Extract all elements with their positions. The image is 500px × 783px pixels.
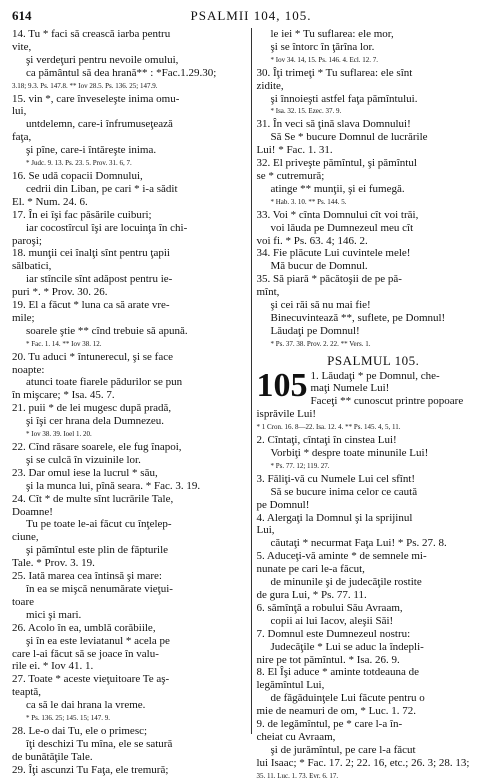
verse-line: 19. El a făcut * luna ca să arate vre- <box>12 299 170 312</box>
verse-line: teaptă, <box>12 686 42 699</box>
verse-line: şi pămîntul este plin de făpturile <box>26 544 169 557</box>
verse-line: 26. Acolo în ea, umblă corăbiile, <box>12 621 156 634</box>
cross-reference-line: * 1 Cron. 16. 8—22. Isa. 12. 4. ** Ps. 145. 4, 5, 11. <box>256 423 401 432</box>
verse-line: de minunile şi de judecăţile rostite <box>270 576 422 589</box>
verse-line: 28. Le-o dai Tu, ele o primesc; <box>12 724 148 737</box>
verse-line: sălbatici, <box>12 260 52 273</box>
verse-line: soarele ştie ** cînd trebuie să apună. <box>26 324 188 337</box>
verse-line: 33. Voi * cînta Domnului cît voi trăi, <box>256 208 419 221</box>
verse-line: copii ai lui Iacov, aleşii Săi! <box>270 614 394 627</box>
verse-line: le iei * Tu suflarea: ele mor, <box>270 28 394 40</box>
cross-reference-line: * Iov 38. 39. Ioel 1. 20. <box>26 430 92 439</box>
verse-line: lui, <box>12 105 27 118</box>
verse-line: voi fi. * Ps. 63. 4; 146. 2. <box>256 234 368 247</box>
verse-line: 34. Fie plăcute Lui cuvintele mele! <box>256 247 411 260</box>
verse-line: de gura Lui, * Ps. 77. 11. <box>256 588 367 601</box>
verse-line: şi pîne, care-i întăreşte inima. <box>26 144 157 157</box>
verse-line: cheiat cu Avraam, <box>256 730 336 743</box>
verse-line: 25. Iată marea cea întinsă şi mare: <box>12 570 162 583</box>
verse-line: 23. Dar omul iese la lucrul * său, <box>12 466 158 479</box>
verse-line: 4. Alergaţi la Domnul şi la sprijinul <box>256 511 413 524</box>
running-title: PSALMII 104, 105. <box>190 8 312 23</box>
page-header <box>12 6 490 26</box>
cross-reference-line: * Iov 34. 14, 15. Ps. 146. 4. Ecl. 12. 7. <box>270 55 379 64</box>
verse-line: Binecuvintează **, suflete, pe Domnul! <box>270 311 446 324</box>
verse-line: cedrii din Liban, pe cari * i-a sădit <box>26 182 178 195</box>
verse-line: Judecăţile * Lui se aduc la îndepli- <box>270 640 424 653</box>
verse-line: noapte: <box>12 363 45 376</box>
verse-line: Tale. * Prov. 3. 19. <box>12 557 95 570</box>
verse-line: 17. În ei îşi fac păsările cuiburi; <box>12 208 152 221</box>
verse-line: faţa, <box>12 131 32 144</box>
verse-line: Lui, <box>256 524 275 537</box>
verse-line: nunate pe cari le-a făcut, <box>256 563 365 576</box>
verse-line: vite, <box>12 40 32 53</box>
verse-line: voi lăuda pe Dumnezeul meu cît <box>270 221 414 234</box>
cross-reference-line: * Ps. 37. 38. Prov. 2. 22. ** Vers. 1. <box>270 339 371 348</box>
verse-line: 16. Se udă copacii Domnului, <box>12 169 143 182</box>
verse-line: 24. Cît * de multe sînt lucrările Tale, <box>12 492 174 505</box>
cross-reference-line: * Ps. 77. 12; 119. 27. <box>270 461 330 470</box>
verse-line: 22. Cînd răsare soarele, ele fug înapoi, <box>12 441 182 453</box>
verse-line: 14. Tu * faci să crească iarba pentru <box>12 28 171 40</box>
psalm-105-body <box>256 366 491 783</box>
verse-line: 15. vin *, care înveseleşte inima omu- <box>12 92 180 105</box>
verse-line: pe Domnul! <box>256 498 310 511</box>
verse-line: 29. Îţi ascunzi Tu Faţa, ele tremură; <box>12 763 169 776</box>
verse-line: El. * Num. 24. 6. <box>12 195 88 208</box>
verse-line: şi verdeţuri pentru nevoile omului, <box>26 53 179 66</box>
verse-line: mici şi mari. <box>26 608 82 621</box>
cross-reference-line: * Fac. 1. 14. ** Iov 38. 12. <box>26 339 102 348</box>
verse-line: 18. munţii cei înalţi sînt pentru ţapii <box>12 247 170 260</box>
verse-line: 5. Aduceţi-vă aminte * de semnele mi- <box>256 550 427 563</box>
verse-line: atunci toate fiarele pădurilor se pun <box>26 376 183 389</box>
verse-line: Tu pe toate le-ai făcut cu înţelep- <box>26 518 172 531</box>
left-column <box>12 28 246 776</box>
verse-line: 2. Cîntaţi, cîntaţi în cinstea Lui! <box>256 434 397 447</box>
verse-line: 8. El Îşi aduce * aminte totdeauna de <box>256 666 419 679</box>
verse-line: paroşi; <box>12 234 42 247</box>
verse-line: mie de neamuri de om, * Luc. 1. 72. <box>256 705 416 718</box>
verse-line: ciune, <box>12 531 39 544</box>
verse-line: şi de jurămîntul, pe care l-a făcut <box>270 743 416 756</box>
verse-line: în ea se mişcă nenumărate vieţui- <box>26 582 173 595</box>
verse-line: Să se bucure inima celor ce caută <box>270 485 418 498</box>
verse-line: Mă bucur de Domnul. <box>270 260 368 273</box>
verse-line: toare <box>12 595 34 608</box>
psalm-105-title: PSALMUL 105. <box>327 352 420 368</box>
right-column <box>256 28 491 780</box>
verse-line: îţi deschizi Tu mîna, ele se satură <box>26 737 173 750</box>
cross-reference-line: 35. 11. Luc. 1. 73. Evr. 6. 17. <box>256 771 339 780</box>
verse-line: 27. Toate * aceste vieţuitoare Te aş- <box>12 673 170 686</box>
verse-line: mînt, <box>256 286 280 299</box>
verse-line: de bunătăţile Tale. <box>12 750 93 763</box>
verse-line: în mişcare; * Isa. 45. 7. <box>12 389 115 402</box>
verse-line: nire pe tot pămîntul. * Isa. 26. 9. <box>256 653 400 666</box>
verse-line: Faceţi ** cunoscut printre popoare <box>310 395 464 408</box>
verse-line: maţi Numele Lui! <box>310 382 390 395</box>
cross-reference-line: * Ps. 136. 25; 145. 15; 147. 9. <box>26 714 111 723</box>
verse-line: se * cutremură; <box>256 169 325 182</box>
verse-line: Să Se * bucure Domnul de lucrările <box>270 131 428 144</box>
cross-reference-line: * Isa. 32. 15. Ezec. 37. 9. <box>270 107 342 116</box>
verse-line: ca să le dai hrana la vreme. <box>26 699 146 712</box>
verse-line: şi înnoieşti astfel faţa pămîntului. <box>270 92 418 105</box>
verse-line: mile; <box>12 311 35 324</box>
verse-line: zidite, <box>256 79 284 92</box>
verse-line: rile ei. * Iov 41. 1. <box>12 660 94 673</box>
verse-line: isprăvile Lui! <box>256 408 317 421</box>
verse-line: 1. Lăudaţi * pe Domnul, che- <box>310 369 440 382</box>
column-divider <box>251 28 252 734</box>
verse-line: şi se culcă în vizuinile lor. <box>26 453 141 466</box>
verse-line: şi la munca lui, pînă seara. * Fac. 3. 19. <box>26 479 201 492</box>
verse-line: şi îşi cer hrana dela Dumnezeu. <box>26 415 165 428</box>
verse-line: atinge ** munţii, şi ei fumegă. <box>270 182 405 195</box>
verse-line: legămîntul Lui, <box>256 679 325 692</box>
page-number: 614 <box>12 8 32 23</box>
verse-line: şi se întorc în ţărîna lor. <box>270 40 375 53</box>
verse-line: 31. În veci să ţină slava Domnului! <box>256 118 411 131</box>
verse-line: Lăudaţi pe Domnul! <box>270 324 360 337</box>
verse-line: 32. El priveşte pămîntul, şi pămîntul <box>256 157 417 170</box>
verse-line: 35. Să piară * păcătoşii de pe pă- <box>256 273 402 286</box>
verse-line: căutaţi * necurmat Faţa Lui! * Ps. 27. 8. <box>270 537 447 550</box>
verse-line: care l-ai făcut să se joace în valu- <box>12 647 159 660</box>
verse-line: puri *. * Prov. 30. 26. <box>12 286 108 299</box>
verse-line: iar stîncile sînt adăpost pentru ie- <box>26 273 173 286</box>
drop-cap-105: 105 <box>256 366 308 404</box>
verse-line: Doamne! <box>12 505 53 518</box>
verse-line: 20. Tu aduci * întunerecul, şi se face <box>12 350 173 363</box>
verse-line: de făgăduinţele Lui făcute pentru o <box>270 692 425 705</box>
cross-reference-line: * Judc. 9. 13. Ps. 23. 5. Prov. 31. 6, 7. <box>26 159 132 168</box>
verse-line: 30. Îţi trimeţi * Tu suflarea: ele sînt <box>256 66 413 79</box>
verse-line: şi cei răi să nu mai fie! <box>270 299 371 312</box>
cross-reference-line: 3.18; 9.3. Ps. 147.8. ** Iov 28.5. Ps. 136. 25; 147.9. <box>12 81 158 90</box>
verse-line: şi în ea este leviatanul * acela pe <box>26 634 170 647</box>
verse-line: 7. Domnul este Dumnezeul nostru: <box>256 627 411 640</box>
verse-line: Vorbiţi * despre toate minunile Lui! <box>270 447 429 459</box>
verse-line: ca pământul să dea hrană** : *Fac.1.29.30; <box>26 66 217 79</box>
verse-line: Lui! * Fac. 1. 31. <box>256 144 333 157</box>
verse-line: lui Isaac; * Fac. 17. 2; 22. 16, etc.; 26. 3; 28. 13; <box>256 756 470 769</box>
verse-line: iar cocostîrcul îşi are locuinţa în chi- <box>26 221 188 234</box>
verse-line: 3. Făliţi-vă cu Numele Lui cel sfînt! <box>256 472 416 485</box>
cross-reference-line: * Hab. 3. 10. ** Ps. 144. 5. <box>270 197 347 206</box>
psalm-104-end <box>257 28 491 351</box>
two-column-body <box>12 28 490 780</box>
verse-line: 21. puii * de lei mugesc după pradă, <box>12 402 172 415</box>
verse-line: 9. de legămîntul, pe * care l-a în- <box>256 718 403 731</box>
verse-line: untdelemn, care-i înfrumuseţează <box>26 118 173 131</box>
verse-line: 6. sămînţă a robului Său Avraam, <box>256 601 403 614</box>
